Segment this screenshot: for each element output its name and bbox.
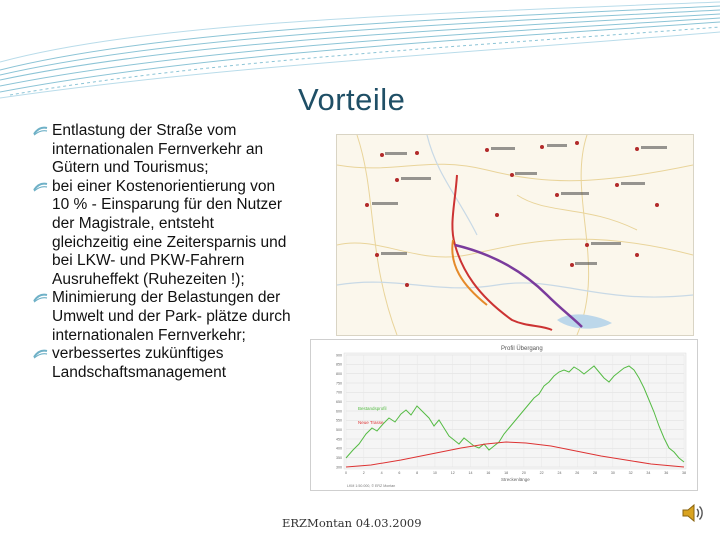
x-tick-label: 32 (628, 471, 633, 475)
x-tick-label: 0 (345, 471, 347, 475)
x-tick-label: 16 (486, 471, 491, 475)
bullet-swoosh-icon (33, 349, 48, 359)
elevation-profile-chart (310, 339, 698, 491)
y-tick-label: 650 (336, 399, 342, 404)
bullet-item (33, 178, 293, 290)
bullet-text: Minimierung der Belastungen der Umwelt und der Park- plätze durch internationalen Fernverkehr; (52, 289, 291, 344)
chart-title: Profil Übergang (501, 346, 543, 352)
bullet-text: Entlastung der Straße vom internationalen Fernverkehr an Gütern und Tourismus; (52, 122, 264, 177)
bullet-swoosh-icon (33, 182, 48, 192)
bullet-item (33, 122, 293, 178)
y-tick-label: 800 (336, 371, 342, 376)
bullet-text: bei einer Kostenorientierung von 10 % - Einsparung für den Nutzer der Magistrale, entsteht gleichzeitig eine Zeitersparnis und bei LKW- und PKW-Fahrern Ausruheffekt (Ruhezeiten !); (52, 177, 287, 288)
y-tick-label: 400 (336, 446, 342, 451)
x-tick-label: 2 (362, 471, 365, 475)
y-tick-label: 750 (336, 381, 342, 386)
legend-entry: Neue Trasse (358, 420, 384, 425)
bullet-text: verbessertes zukünftiges Landschaftsmanagement (52, 345, 227, 381)
x-tick-label: 8 (416, 471, 419, 475)
x-tick-label: 6 (398, 471, 401, 475)
x-tick-label: 34 (646, 471, 651, 475)
x-tick-label: 4 (380, 471, 383, 475)
x-tick-label: 28 (593, 471, 598, 475)
x-tick-label: 36 (664, 471, 669, 475)
y-tick-label: 300 (336, 465, 342, 470)
x-tick-label: 18 (504, 471, 509, 475)
x-axis-label: Streckenlänge (501, 477, 530, 482)
x-tick-label: 24 (557, 471, 562, 475)
y-tick-label: 450 (336, 437, 342, 442)
x-tick-label: 14 (468, 471, 473, 475)
bullet-list (33, 122, 293, 382)
x-tick-label: 38 (682, 471, 686, 475)
speaker-icon[interactable] (680, 500, 706, 526)
x-tick-label: 12 (450, 471, 455, 475)
bullet-item (33, 345, 293, 382)
bullet-swoosh-icon (33, 293, 48, 303)
x-tick-label: 26 (575, 471, 580, 475)
y-tick-label: 500 (336, 427, 342, 432)
chart-source: LKM 1:50.000, © ERZ Montan (347, 484, 396, 488)
bullet-item (33, 289, 293, 345)
bullet-swoosh-icon (33, 126, 48, 136)
y-tick-label: 850 (336, 362, 342, 367)
x-tick-label: 10 (432, 471, 437, 475)
y-tick-label: 550 (336, 418, 342, 423)
route-map-image (336, 134, 694, 336)
slide-title: Vorteile (298, 82, 406, 117)
x-tick-label: 22 (539, 471, 544, 475)
y-tick-label: 700 (336, 390, 342, 395)
legend-entry: Bestandsprofil (358, 406, 387, 411)
y-tick-label: 350 (336, 455, 342, 460)
x-tick-label: 20 (521, 471, 526, 475)
footer-text: ERZMontan 04.03.2009 (282, 516, 422, 530)
x-tick-label: 30 (610, 471, 615, 475)
y-tick-label: 600 (336, 409, 342, 414)
y-tick-label: 900 (336, 353, 342, 358)
